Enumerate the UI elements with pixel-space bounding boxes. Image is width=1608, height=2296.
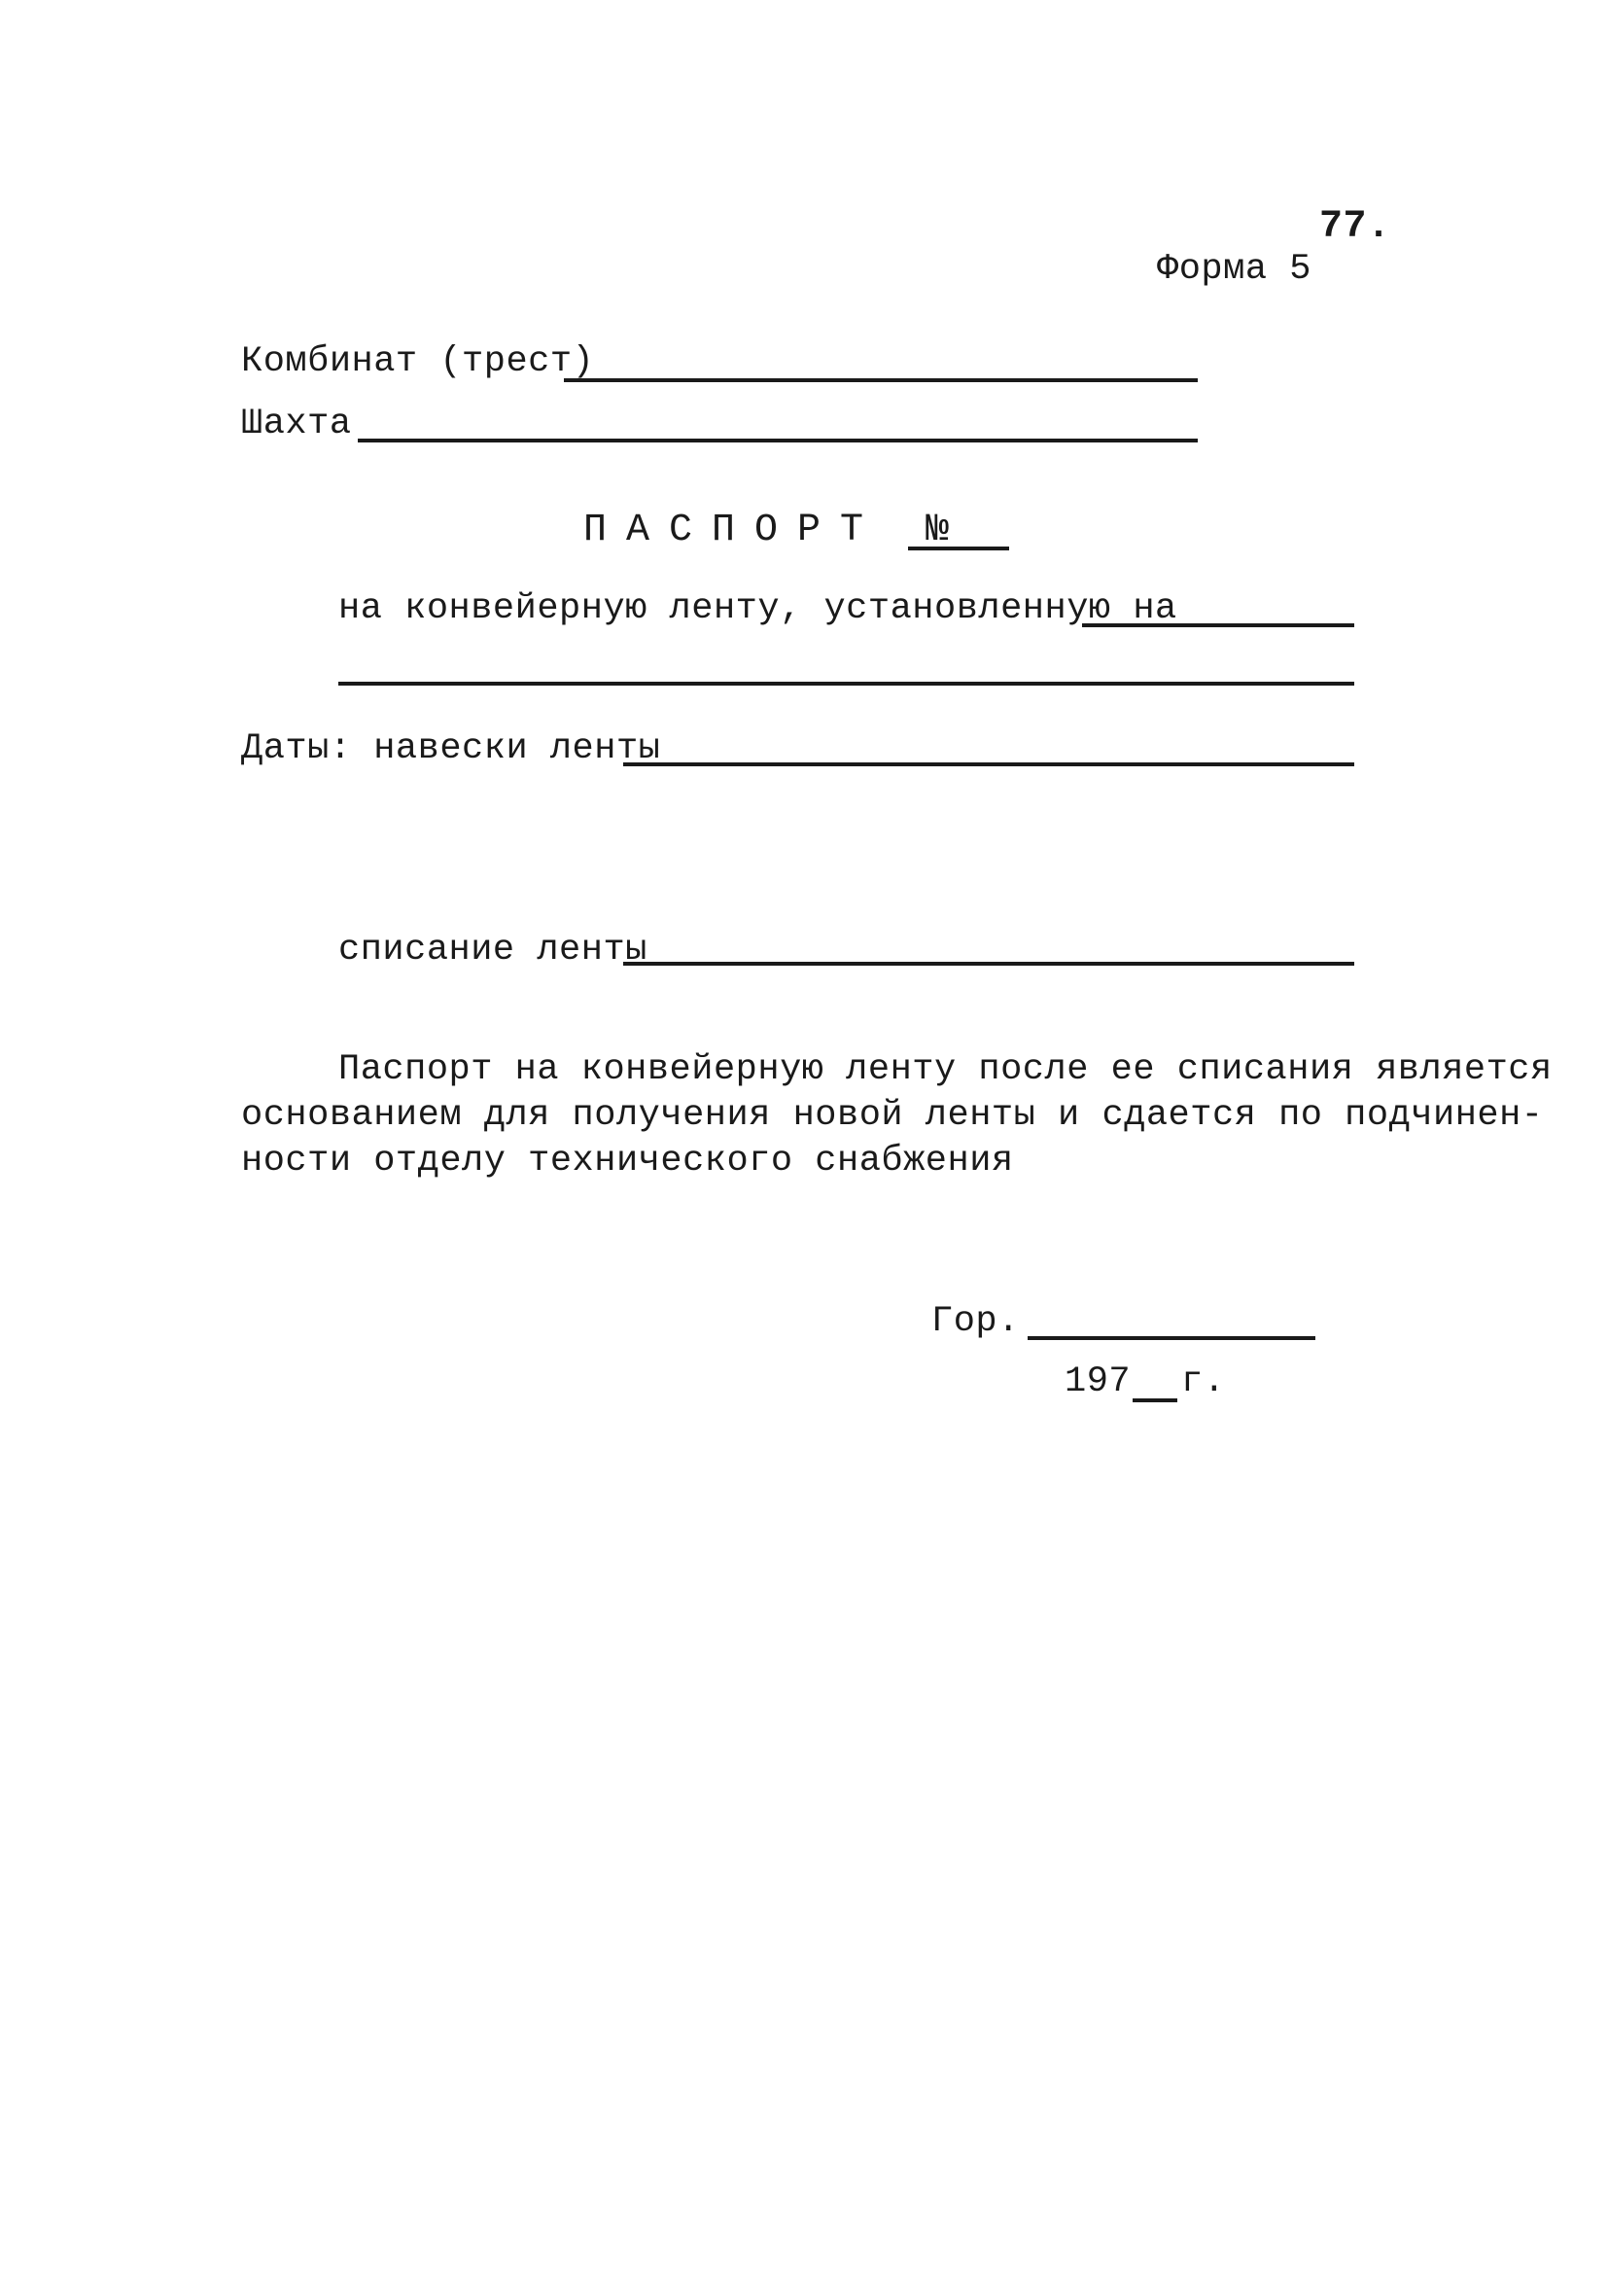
note-paragraph (241, 1047, 1553, 1184)
installed-on-line[interactable] (1082, 623, 1354, 627)
year-prefix: 197 (1065, 1361, 1132, 1402)
page-number: 77. (1319, 205, 1391, 249)
note-line-1: Паспорт на конвейерную ленту после ее списания является (338, 1049, 1553, 1090)
combine-label: Комбинат (трест) (241, 341, 595, 382)
hanging-date-line[interactable] (623, 762, 1354, 766)
note-line-3: ности отделу технического снабжения (241, 1141, 1014, 1182)
hanging-date-label: Даты: навески ленты (241, 728, 661, 769)
city-label: Гор. (931, 1301, 1020, 1342)
installed-on-line-2[interactable] (338, 682, 1354, 686)
passport-number-line[interactable] (908, 547, 1009, 550)
combine-field-line[interactable] (564, 378, 1198, 382)
note-line-2: основанием для получения новой ленты и сдается по подчинен- (241, 1095, 1544, 1136)
writeoff-date-label: списание ленты (338, 930, 647, 971)
subtitle-text: на конвейерную ленту, установленную на (338, 588, 1177, 629)
year-suffix: г. (1181, 1361, 1226, 1402)
mine-label: Шахта (241, 404, 352, 444)
form-label: Форма 5 (1157, 249, 1311, 290)
passport-title: ПАСПОРТ № (583, 509, 969, 552)
writeoff-date-line[interactable] (623, 962, 1354, 966)
city-field-line[interactable] (1028, 1336, 1315, 1340)
year-field-line[interactable] (1133, 1398, 1177, 1402)
mine-field-line[interactable] (358, 439, 1198, 442)
